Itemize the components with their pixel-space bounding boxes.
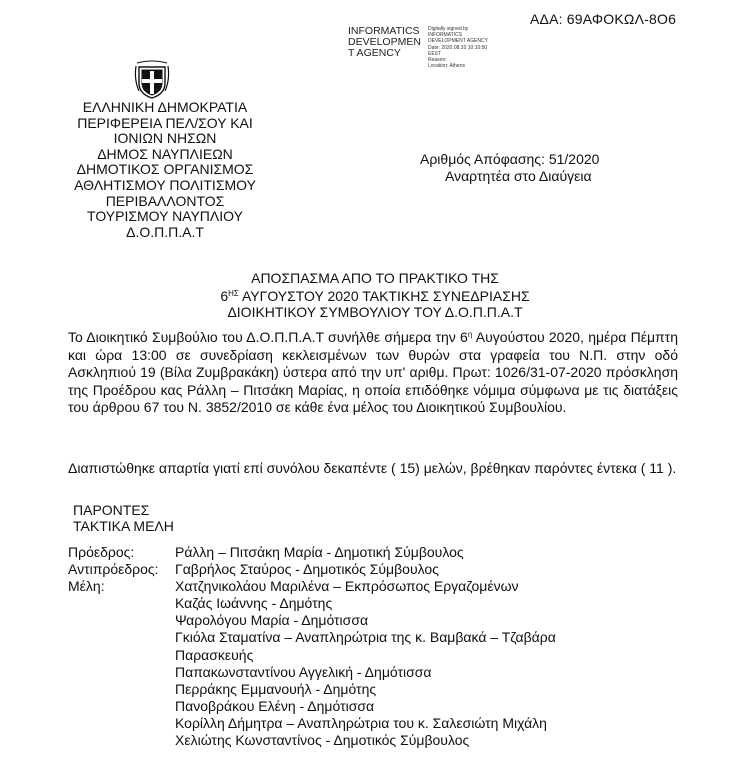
member-name: Παρασκευής xyxy=(175,646,254,663)
member-name: Περράκης Εμμανουήλ - Δημότης xyxy=(175,680,377,697)
member-row xyxy=(68,595,556,612)
heading-ordinal: ΗΣ xyxy=(228,289,239,298)
member-role: Μέλη: xyxy=(68,578,105,595)
greek-coat-of-arms-icon xyxy=(133,60,171,100)
org-line: ΠΕΡΙΦΕΡΕΙΑ ΠΕΛ/ΣΟΥ ΚΑΙ xyxy=(77,114,253,131)
quorum-paragraph: Διαπιστώθηκε απαρτία γιατί επί συνόλου δεκαπέντε ( 15) μελών, βρέθηκαν παρόντες έντεκα ( 11 ). xyxy=(68,460,677,476)
org-line: ΕΛΛΗΝΙΚΗ ΔΗΜΟΚΡΑΤΙΑ xyxy=(82,99,248,115)
member-role xyxy=(68,732,175,749)
minutes-heading xyxy=(120,270,630,320)
signature-detail-line: INFORMATICS xyxy=(428,32,463,39)
signature-detail-line: Location: Athens xyxy=(428,63,465,70)
decision-info xyxy=(420,151,640,185)
member-name: Γαβρήλος Σταύρος - Δημοτικός Σύμβουλος xyxy=(175,561,439,578)
member-name: Ψαρολόγου Μαρία - Δημότισσα xyxy=(175,612,369,629)
member-row xyxy=(68,612,556,629)
org-line: ΠΕΡΙΒΑΛΛΟΝΤΟΣ xyxy=(105,192,225,209)
org-line: ΔΗΜΟΤΙΚΟΣ ΟΡΓΑΝΙΣΜΟΣ xyxy=(76,161,254,178)
member-row xyxy=(68,681,556,698)
organization-block xyxy=(40,100,290,240)
member-role xyxy=(68,664,175,681)
ada-code: ΑΔΑ: 69ΑΦΟΚΩΛ-8Ο6 xyxy=(530,11,677,27)
member-row xyxy=(68,698,556,715)
org-line: ΤΟΥΡΙΣΜΟΥ ΝΑΥΠΛΙΟΥ xyxy=(87,208,243,225)
org-line: ΔΗΜΟΣ ΝΑΥΠΛΙΕΩΝ xyxy=(97,145,233,162)
member-role xyxy=(68,595,175,612)
member-role xyxy=(68,681,175,698)
member-name: Κορίλλη Δήμητρα – Αναπληρώτρια του κ. Σαλεσιώτη Μιχάλη xyxy=(175,714,547,731)
meeting-paragraph xyxy=(68,326,678,417)
member-row xyxy=(68,647,556,664)
digital-signature-org xyxy=(348,26,428,59)
signature-org-line: INFORMATICS xyxy=(348,25,420,37)
member-row xyxy=(68,561,556,578)
signature-detail-line: DEVELOPMENT AGENCY xyxy=(428,38,488,45)
member-row xyxy=(68,715,556,732)
member-row xyxy=(68,629,556,646)
member-name: Χελιώτης Κωνσταντίνος - Δημοτικός Σύμβουλος xyxy=(175,732,470,749)
decision-number: Αριθμός Απόφασης: 51/2020 xyxy=(420,151,600,167)
member-row xyxy=(68,664,556,681)
heading-day: 6 xyxy=(220,288,229,304)
member-name: Καζάς Ιωάννης - Δημότης xyxy=(175,595,333,612)
member-role xyxy=(68,698,175,715)
member-role: Αντιπρόεδρος: xyxy=(68,561,159,578)
signature-org-line: DEVELOPMEN xyxy=(348,36,421,48)
org-line: Δ.Ο.Π.Π.Α.Τ xyxy=(126,223,204,240)
para1-rest: Αυγούστου 2020, ημέρα Πέμπτη και ώρα 13:00 σε συνεδρίαση κεκλεισμένων των θυρών στα γραφεία του Ν.Π. στην οδό Ασκληπιού 19 (Βίλα Ζυμβρακάκη) ύστερα από την υπ' αριθμ. Πρωτ: 1026/31-07-2020 πρόσκληση της Προέδρου κας Ράλλη – Πιτσάκη Μαρίας, η οποία επιδόθηκε νόμιμα σύμφωνα με τις διατάξεις του άρθρου 67 του Ν. 3852/2010 σε κάθε ένα μέλος του Διοικητικού Συμβουλίου. xyxy=(68,329,678,415)
signature-detail-line: EEST xyxy=(428,50,442,57)
heading-date-rest: ΑΥΓΟΥΣΤΟΥ 2020 ΤΑΚΤΙΚΗΣ ΣΥΝΕΔΡΙΑΣΗΣ xyxy=(238,288,530,304)
member-role xyxy=(68,715,175,732)
org-line: ΙΟΝΙΩΝ ΝΗΣΩΝ xyxy=(113,130,217,147)
signature-detail-line: Date: 2020.08.20 10:10:50 xyxy=(428,44,488,51)
member-role: Πρόεδρος: xyxy=(68,544,135,560)
para1-start: Το Διοικητικό Συμβούλιο του Δ.Ο.Π.Π.Α.Τ συνήλθε σήμερα την 6 xyxy=(68,329,468,345)
member-name: Χατζηνικολάου Μαριλένα – Εκπρόσωπος Εργαζομένων xyxy=(175,578,519,595)
member-row xyxy=(68,544,556,561)
member-name: Γκιόλα Σταματίνα – Αναπληρώτρια της κ. Βαμβακά – Τζαβάρα xyxy=(175,629,556,646)
signature-detail-line: Reason: xyxy=(428,57,447,64)
heading-line-2 xyxy=(120,286,630,304)
heading-line-3: ΔΙΟΙΚΗΤΙΚΟΥ ΣΥΜΒΟΥΛΙΟΥ ΤΟΥ Δ.Ο.Π.Π.Α.Τ xyxy=(227,304,523,320)
member-role xyxy=(68,647,175,664)
member-row xyxy=(68,732,556,749)
heading-line-1: ΑΠΟΣΠΑΣΜΑ ΑΠΟ ΤΟ ΠΡΑΚΤΙΚΟ ΤΗΣ xyxy=(251,270,499,286)
posting-note: Αναρτητέα στο Διαύγεια xyxy=(445,168,592,184)
present-section-title xyxy=(73,502,174,534)
org-line: ΑΘΛΗΤΙΣΜΟΥ ΠΟΛΙΤΙΣΜΟΥ xyxy=(74,176,256,193)
digital-signature-details xyxy=(428,26,528,69)
regular-members-title: ΤΑΚΤΙΚΑ ΜΕΛΗ xyxy=(73,518,174,534)
member-name: Πανοβράκου Ελένη - Δημότισσα xyxy=(175,697,375,714)
signature-detail-line: Digitally signed by xyxy=(428,26,469,32)
signature-org-line: T AGENCY xyxy=(348,47,401,59)
para1-ordinal: η xyxy=(467,330,473,339)
member-name: Ράλλη – Πιτσάκη Μαρία - Δημοτική Σύμβουλος xyxy=(175,544,464,560)
member-role xyxy=(68,612,175,629)
members-list xyxy=(68,544,556,749)
present-title: ΠΑΡΟΝΤΕΣ xyxy=(73,502,150,518)
member-name: Παπακωνσταντίνου Αγγελική - Δημότισσα xyxy=(175,663,432,680)
member-role xyxy=(68,629,175,646)
member-row xyxy=(68,578,556,595)
